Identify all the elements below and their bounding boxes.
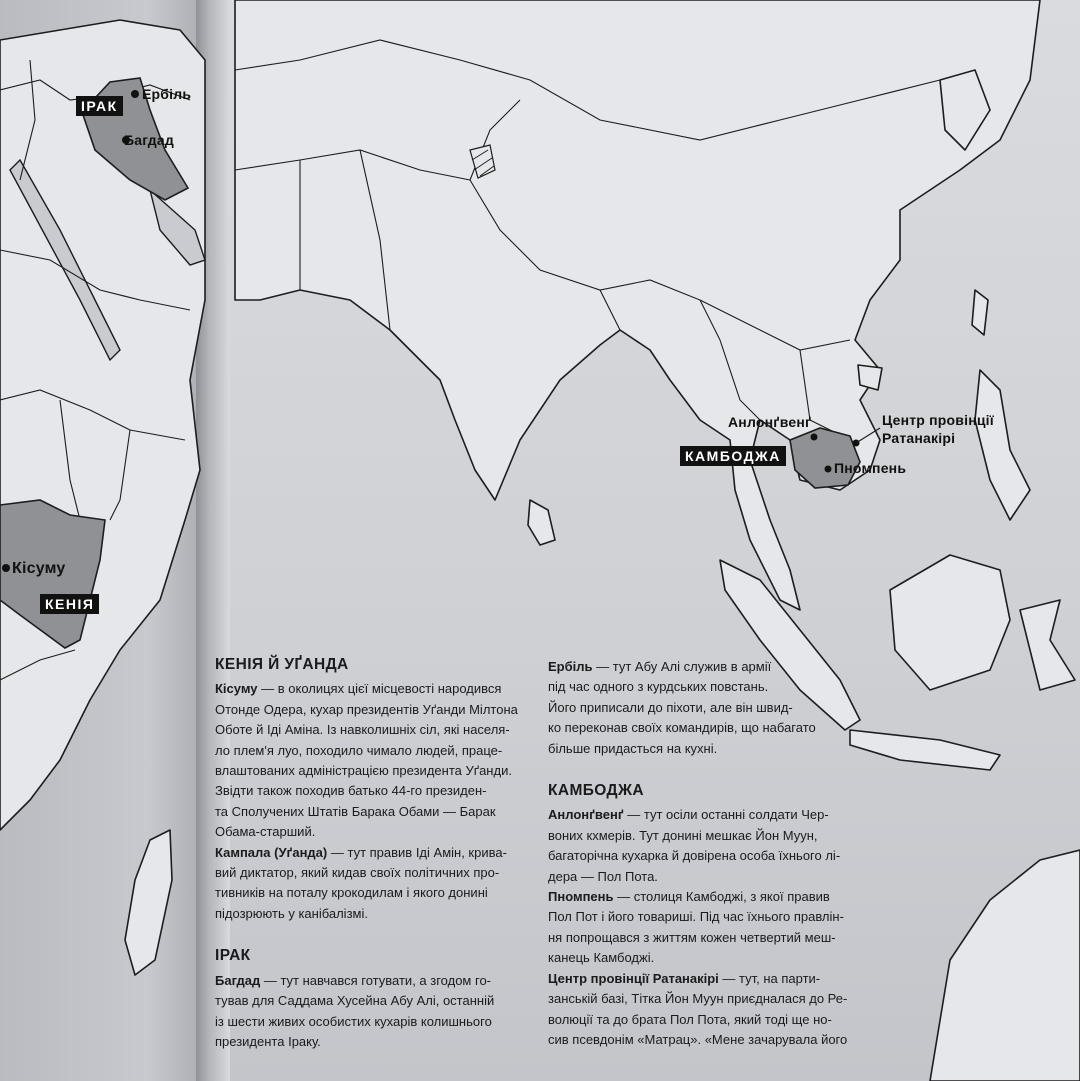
borneo-shape <box>890 555 1010 690</box>
baghdad-label: Багдад <box>124 132 174 148</box>
heading-kenya-uganda: КЕНІЯ Й УҐАНДА <box>215 656 349 673</box>
term-phnom-penh: Пномпень <box>548 889 614 905</box>
text-line: багаторічна кухарка й довірена особа їхнього лі- <box>548 848 841 864</box>
term-anlong-veng: Анлонґвенґ <box>548 807 624 823</box>
text-line: ло плем'я луо, походило чимало людей, праце- <box>215 742 503 758</box>
term-erbil: Ербіль <box>548 659 593 674</box>
sulawesi-shape <box>1020 600 1075 690</box>
text-line: із шести живих особистих кухарів колишнього <box>215 1013 492 1029</box>
text-line: Пол Пот і його товариші. Під час їхнього правлін- <box>548 909 844 925</box>
anlong-veng-label: Анлонґвенґ <box>728 414 812 430</box>
text-line: більше придасться на кухні. <box>548 740 718 756</box>
erbil-label: Ербіль <box>142 86 192 102</box>
text-line: — столиця Камбоджі, з якої правив <box>613 889 830 905</box>
text-line: — тут правив Іді Амін, крива- <box>327 844 507 860</box>
kisumu-label: Кісуму <box>12 560 66 577</box>
iraq-tag: ІРАК <box>76 96 123 116</box>
text-column-right <box>548 657 893 1050</box>
australia-shape <box>930 850 1080 1081</box>
text-line: Звідти також походив батько 44-го президен- <box>215 783 487 799</box>
taiwan-shape <box>972 290 988 335</box>
kenya-tag: КЕНІЯ <box>40 594 99 614</box>
text-line: Отонде Одера, кухар президентів Уґанди Мілтона <box>215 701 518 717</box>
text-line: волюції та до брата Пол Пота, який тоді ще но- <box>548 1011 832 1027</box>
heading-cambodia: КАМБОДЖА <box>548 782 645 800</box>
text-line: канець Камбоджі. <box>548 950 655 966</box>
text-line: — тут осіли останні солдати Чер- <box>623 807 829 823</box>
term-baghdad: Багдад <box>215 972 261 988</box>
cambodia-tag: КАМБОДЖА <box>680 446 786 466</box>
phnom-penh-dot <box>825 466 832 473</box>
text-line: — в околицях цієї місцевості народився <box>257 681 502 697</box>
text-line: під час одного з курдських повстань. <box>548 679 769 695</box>
text-line: — тут навчався готувати, а згодом го- <box>260 972 491 988</box>
text-line: — тут Абу Алі служив в армії <box>592 659 772 674</box>
ratanakiri-label-line2: Ратанакірі <box>882 430 956 446</box>
entry-kampala <box>215 843 540 863</box>
ratanakiri-label-line1: Центр провінції <box>882 412 994 428</box>
entry-anlong-veng <box>548 805 893 825</box>
text-line: занській базі, Тітка Йон Муун приєдналася до Ре- <box>548 991 848 1007</box>
text-line: ко переконав своїх командирів, що набагато <box>548 720 816 736</box>
text-line: воних кхмерів. Тут донині мешкає Йон Муун, <box>548 827 818 843</box>
term-kampala: Кампала (Уґанда) <box>215 844 328 860</box>
entry-phnom-penh <box>548 887 893 907</box>
text-line: вий диктатор, який кидав своїх політичних про- <box>215 865 500 881</box>
text-column-left <box>215 655 540 1052</box>
text-line: дера — Пол Пота. <box>548 868 658 884</box>
hainan-shape <box>858 365 882 390</box>
text-line: влаштованих адміністрацією президента Уґанди. <box>215 763 512 779</box>
text-line: тував для Саддама Хусейна Абу Алі, останній <box>215 993 495 1009</box>
text-line: Обама-старший. <box>215 824 316 840</box>
entry-ratanakiri <box>548 969 893 989</box>
sri-lanka-shape <box>528 500 555 545</box>
text-line: та Сполучених Штатів Барака Обами — Барак <box>215 803 496 819</box>
term-kisumu: Кісуму <box>215 681 258 697</box>
philippines-shape <box>975 370 1030 520</box>
text-line: Його приписали до піхоти, але він швид- <box>548 699 793 715</box>
asia-landmass <box>235 0 1040 610</box>
text-line: ня попрощався з життям кожен четвертий меш- <box>548 929 836 945</box>
text-line: — тут, на парти- <box>718 970 821 986</box>
entry-kisumu <box>215 679 540 699</box>
phnom-penh-label: Пномпень <box>834 460 907 476</box>
entry-baghdad <box>215 971 540 991</box>
text-line: Оботе й Іді Аміна. Із навколишніх сіл, які населя- <box>215 722 510 738</box>
text-line: тивників на поталу крокодилам і якого донині <box>215 885 488 901</box>
text-line: підозрюють у канібалізмі. <box>215 905 368 921</box>
text-line: сив псевдонім «Матрац». «Мене зачарувала його <box>548 1031 848 1047</box>
anlong-veng-dot <box>811 434 818 441</box>
text-line: президента Іраку. <box>215 1033 321 1049</box>
entry-erbil <box>548 657 893 677</box>
heading-iraq: ІРАК <box>215 947 251 965</box>
term-ratanakiri: Центр провінції Ратанакірі <box>548 970 719 986</box>
